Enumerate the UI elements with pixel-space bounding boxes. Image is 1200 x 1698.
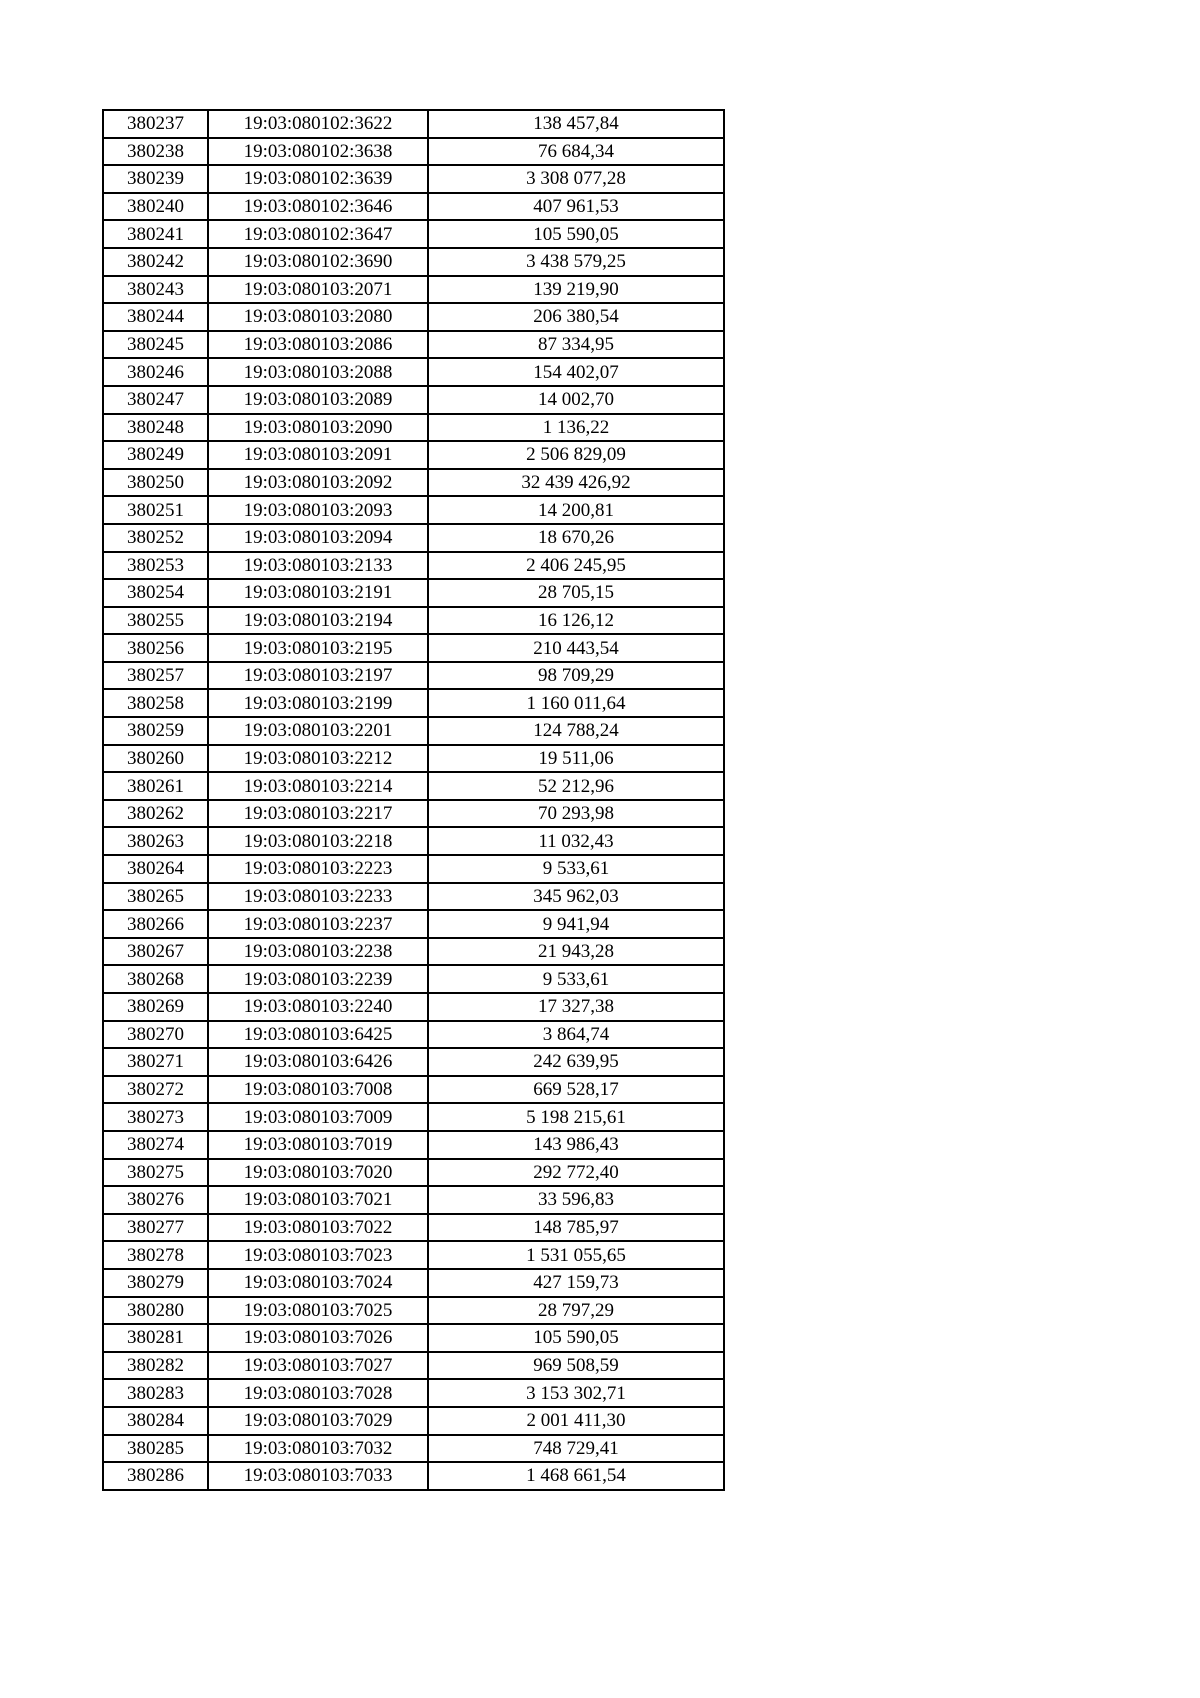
- table-row: [103, 827, 724, 855]
- cadastral-number-cell: 19:03:080103:2080: [208, 303, 428, 331]
- value-cell: 9 533,61: [428, 965, 724, 993]
- row-number-cell: 380238: [103, 138, 208, 166]
- row-number-cell: 380237: [103, 110, 208, 138]
- value-cell: 1 468 661,54: [428, 1462, 724, 1490]
- value-cell: 427 159,73: [428, 1269, 724, 1297]
- row-number-cell: 380268: [103, 965, 208, 993]
- table-row: [103, 386, 724, 414]
- value-cell: 28 705,15: [428, 579, 724, 607]
- table-row: [103, 1021, 724, 1049]
- value-cell: 407 961,53: [428, 193, 724, 221]
- table-row: [103, 552, 724, 580]
- cadastral-number-cell: 19:03:080103:2214: [208, 772, 428, 800]
- cadastral-number-cell: 19:03:080103:2071: [208, 276, 428, 304]
- table-row: [103, 1435, 724, 1463]
- table-row: [103, 524, 724, 552]
- row-number-cell: 380270: [103, 1021, 208, 1049]
- cadastral-number-cell: 19:03:080103:2218: [208, 827, 428, 855]
- row-number-cell: 380242: [103, 248, 208, 276]
- cadastral-number-cell: 19:03:080103:2191: [208, 579, 428, 607]
- table-row: [103, 1103, 724, 1131]
- row-number-cell: 380269: [103, 993, 208, 1021]
- table-row: [103, 634, 724, 662]
- table-row: [103, 883, 724, 911]
- cadastral-number-cell: 19:03:080103:2195: [208, 634, 428, 662]
- table-row: [103, 1186, 724, 1214]
- value-cell: 70 293,98: [428, 800, 724, 828]
- value-cell: 2 506 829,09: [428, 441, 724, 469]
- row-number-cell: 380259: [103, 717, 208, 745]
- row-number-cell: 380239: [103, 165, 208, 193]
- value-cell: 105 590,05: [428, 220, 724, 248]
- value-cell: 242 639,95: [428, 1048, 724, 1076]
- row-number-cell: 380271: [103, 1048, 208, 1076]
- table-row: [103, 1324, 724, 1352]
- value-cell: 17 327,38: [428, 993, 724, 1021]
- row-number-cell: 380265: [103, 883, 208, 911]
- row-number-cell: 380261: [103, 772, 208, 800]
- row-number-cell: 380275: [103, 1159, 208, 1187]
- value-cell: 28 797,29: [428, 1297, 724, 1325]
- row-number-cell: 380260: [103, 745, 208, 773]
- value-cell: 2 406 245,95: [428, 552, 724, 580]
- value-cell: 11 032,43: [428, 827, 724, 855]
- cadastral-number-cell: 19:03:080103:7026: [208, 1324, 428, 1352]
- value-cell: 18 670,26: [428, 524, 724, 552]
- row-number-cell: 380272: [103, 1076, 208, 1104]
- table-row: [103, 1352, 724, 1380]
- row-number-cell: 380250: [103, 469, 208, 497]
- row-number-cell: 380243: [103, 276, 208, 304]
- table-row: [103, 662, 724, 690]
- cadastral-number-cell: 19:03:080103:6426: [208, 1048, 428, 1076]
- cadastral-number-cell: 19:03:080102:3647: [208, 220, 428, 248]
- table-row: [103, 993, 724, 1021]
- row-number-cell: 380257: [103, 662, 208, 690]
- value-cell: 32 439 426,92: [428, 469, 724, 497]
- cadastral-number-cell: 19:03:080103:7033: [208, 1462, 428, 1490]
- row-number-cell: 380278: [103, 1241, 208, 1269]
- row-number-cell: 380274: [103, 1131, 208, 1159]
- value-cell: 139 219,90: [428, 276, 724, 304]
- value-cell: 1 136,22: [428, 414, 724, 442]
- row-number-cell: 380273: [103, 1103, 208, 1131]
- value-cell: 1 531 055,65: [428, 1241, 724, 1269]
- cadastral-number-cell: 19:03:080103:2212: [208, 745, 428, 773]
- row-number-cell: 380248: [103, 414, 208, 442]
- table-row: [103, 607, 724, 635]
- cadastral-number-cell: 19:03:080103:2194: [208, 607, 428, 635]
- table-row: [103, 110, 724, 138]
- value-cell: 3 864,74: [428, 1021, 724, 1049]
- cadastral-number-cell: 19:03:080103:6425: [208, 1021, 428, 1049]
- value-cell: 124 788,24: [428, 717, 724, 745]
- table-row: [103, 938, 724, 966]
- cadastral-number-cell: 19:03:080102:3622: [208, 110, 428, 138]
- cadastral-number-cell: 19:03:080103:7024: [208, 1269, 428, 1297]
- value-cell: 345 962,03: [428, 883, 724, 911]
- table-row: [103, 138, 724, 166]
- value-cell: 33 596,83: [428, 1186, 724, 1214]
- cadastral-number-cell: 19:03:080103:2237: [208, 910, 428, 938]
- table-row: [103, 745, 724, 773]
- value-cell: 98 709,29: [428, 662, 724, 690]
- row-number-cell: 380283: [103, 1379, 208, 1407]
- table-row: [103, 1159, 724, 1187]
- row-number-cell: 380285: [103, 1435, 208, 1463]
- table-row: [103, 248, 724, 276]
- value-cell: 669 528,17: [428, 1076, 724, 1104]
- row-number-cell: 380249: [103, 441, 208, 469]
- row-number-cell: 380277: [103, 1214, 208, 1242]
- cadastral-number-cell: 19:03:080103:2238: [208, 938, 428, 966]
- table-row: [103, 1214, 724, 1242]
- value-cell: 2 001 411,30: [428, 1407, 724, 1435]
- table-row: [103, 441, 724, 469]
- row-number-cell: 380264: [103, 855, 208, 883]
- table-row: [103, 331, 724, 359]
- cadastral-number-cell: 19:03:080103:2239: [208, 965, 428, 993]
- cadastral-number-cell: 19:03:080103:2089: [208, 386, 428, 414]
- cadastral-number-cell: 19:03:080103:2201: [208, 717, 428, 745]
- value-cell: 76 684,34: [428, 138, 724, 166]
- row-number-cell: 380282: [103, 1352, 208, 1380]
- value-cell: 19 511,06: [428, 745, 724, 773]
- value-cell: 16 126,12: [428, 607, 724, 635]
- value-cell: 1 160 011,64: [428, 689, 724, 717]
- table-row: [103, 1076, 724, 1104]
- row-number-cell: 380253: [103, 552, 208, 580]
- table-row: [103, 910, 724, 938]
- row-number-cell: 380254: [103, 579, 208, 607]
- row-number-cell: 380252: [103, 524, 208, 552]
- value-cell: 3 438 579,25: [428, 248, 724, 276]
- value-cell: 87 334,95: [428, 331, 724, 359]
- row-number-cell: 380279: [103, 1269, 208, 1297]
- value-cell: 748 729,41: [428, 1435, 724, 1463]
- table-row: [103, 772, 724, 800]
- table-row: [103, 1131, 724, 1159]
- cadastral-number-cell: 19:03:080103:7021: [208, 1186, 428, 1214]
- value-cell: 206 380,54: [428, 303, 724, 331]
- value-cell: 52 212,96: [428, 772, 724, 800]
- value-cell: 14 200,81: [428, 496, 724, 524]
- cadastral-number-cell: 19:03:080103:2223: [208, 855, 428, 883]
- table-row: [103, 496, 724, 524]
- table-row: [103, 358, 724, 386]
- table-row: [103, 469, 724, 497]
- cadastral-number-cell: 19:03:080103:7019: [208, 1131, 428, 1159]
- cadastral-number-cell: 19:03:080103:7032: [208, 1435, 428, 1463]
- table-row: [103, 855, 724, 883]
- cadastral-number-cell: 19:03:080103:2217: [208, 800, 428, 828]
- value-cell: 21 943,28: [428, 938, 724, 966]
- row-number-cell: 380251: [103, 496, 208, 524]
- value-cell: 5 198 215,61: [428, 1103, 724, 1131]
- value-cell: 3 153 302,71: [428, 1379, 724, 1407]
- cadastral-number-cell: 19:03:080103:2094: [208, 524, 428, 552]
- value-cell: 143 986,43: [428, 1131, 724, 1159]
- row-number-cell: 380263: [103, 827, 208, 855]
- row-number-cell: 380280: [103, 1297, 208, 1325]
- table-row: [103, 1462, 724, 1490]
- row-number-cell: 380255: [103, 607, 208, 635]
- cadastral-number-cell: 19:03:080103:7028: [208, 1379, 428, 1407]
- cadastral-number-cell: 19:03:080102:3639: [208, 165, 428, 193]
- table-row: [103, 165, 724, 193]
- value-cell: 210 443,54: [428, 634, 724, 662]
- value-cell: 148 785,97: [428, 1214, 724, 1242]
- value-cell: 969 508,59: [428, 1352, 724, 1380]
- row-number-cell: 380244: [103, 303, 208, 331]
- cadastral-number-cell: 19:03:080102:3646: [208, 193, 428, 221]
- cadastral-number-cell: 19:03:080103:2091: [208, 441, 428, 469]
- row-number-cell: 380281: [103, 1324, 208, 1352]
- value-cell: 105 590,05: [428, 1324, 724, 1352]
- cadastral-number-cell: 19:03:080103:7009: [208, 1103, 428, 1131]
- table-row: [103, 276, 724, 304]
- cadastral-number-cell: 19:03:080103:2093: [208, 496, 428, 524]
- table-row: [103, 303, 724, 331]
- row-number-cell: 380276: [103, 1186, 208, 1214]
- table-row: [103, 800, 724, 828]
- cadastral-number-cell: 19:03:080103:2199: [208, 689, 428, 717]
- table-row: [103, 1241, 724, 1269]
- table-body: [103, 110, 724, 1490]
- cadastral-number-cell: 19:03:080103:2240: [208, 993, 428, 1021]
- table-row: [103, 1407, 724, 1435]
- cadastral-number-cell: 19:03:080103:2086: [208, 331, 428, 359]
- table-row: [103, 414, 724, 442]
- value-cell: 9 941,94: [428, 910, 724, 938]
- value-cell: 292 772,40: [428, 1159, 724, 1187]
- row-number-cell: 380246: [103, 358, 208, 386]
- table-row: [103, 689, 724, 717]
- cadastral-number-cell: 19:03:080103:2088: [208, 358, 428, 386]
- cadastral-number-cell: 19:03:080103:7008: [208, 1076, 428, 1104]
- cadastral-number-cell: 19:03:080103:7029: [208, 1407, 428, 1435]
- table-row: [103, 193, 724, 221]
- cadastral-number-cell: 19:03:080103:7027: [208, 1352, 428, 1380]
- row-number-cell: 380258: [103, 689, 208, 717]
- table-row: [103, 717, 724, 745]
- value-cell: 3 308 077,28: [428, 165, 724, 193]
- cadastral-number-cell: 19:03:080102:3690: [208, 248, 428, 276]
- row-number-cell: 380247: [103, 386, 208, 414]
- row-number-cell: 380267: [103, 938, 208, 966]
- table-row: [103, 965, 724, 993]
- cadastral-value-table: [102, 109, 725, 1491]
- cadastral-number-cell: 19:03:080103:2197: [208, 662, 428, 690]
- value-cell: 9 533,61: [428, 855, 724, 883]
- row-number-cell: 380284: [103, 1407, 208, 1435]
- cadastral-number-cell: 19:03:080103:2133: [208, 552, 428, 580]
- row-number-cell: 380240: [103, 193, 208, 221]
- cadastral-number-cell: 19:03:080103:7020: [208, 1159, 428, 1187]
- row-number-cell: 380241: [103, 220, 208, 248]
- cadastral-number-cell: 19:03:080103:2233: [208, 883, 428, 911]
- value-cell: 138 457,84: [428, 110, 724, 138]
- cadastral-number-cell: 19:03:080102:3638: [208, 138, 428, 166]
- row-number-cell: 380262: [103, 800, 208, 828]
- table-row: [103, 1379, 724, 1407]
- table-row: [103, 1048, 724, 1076]
- row-number-cell: 380286: [103, 1462, 208, 1490]
- table-row: [103, 579, 724, 607]
- row-number-cell: 380266: [103, 910, 208, 938]
- table-row: [103, 1297, 724, 1325]
- cadastral-number-cell: 19:03:080103:2090: [208, 414, 428, 442]
- table-row: [103, 1269, 724, 1297]
- value-cell: 154 402,07: [428, 358, 724, 386]
- cadastral-number-cell: 19:03:080103:7022: [208, 1214, 428, 1242]
- row-number-cell: 380245: [103, 331, 208, 359]
- cadastral-number-cell: 19:03:080103:7023: [208, 1241, 428, 1269]
- cadastral-number-cell: 19:03:080103:7025: [208, 1297, 428, 1325]
- table-row: [103, 220, 724, 248]
- row-number-cell: 380256: [103, 634, 208, 662]
- cadastral-number-cell: 19:03:080103:2092: [208, 469, 428, 497]
- value-cell: 14 002,70: [428, 386, 724, 414]
